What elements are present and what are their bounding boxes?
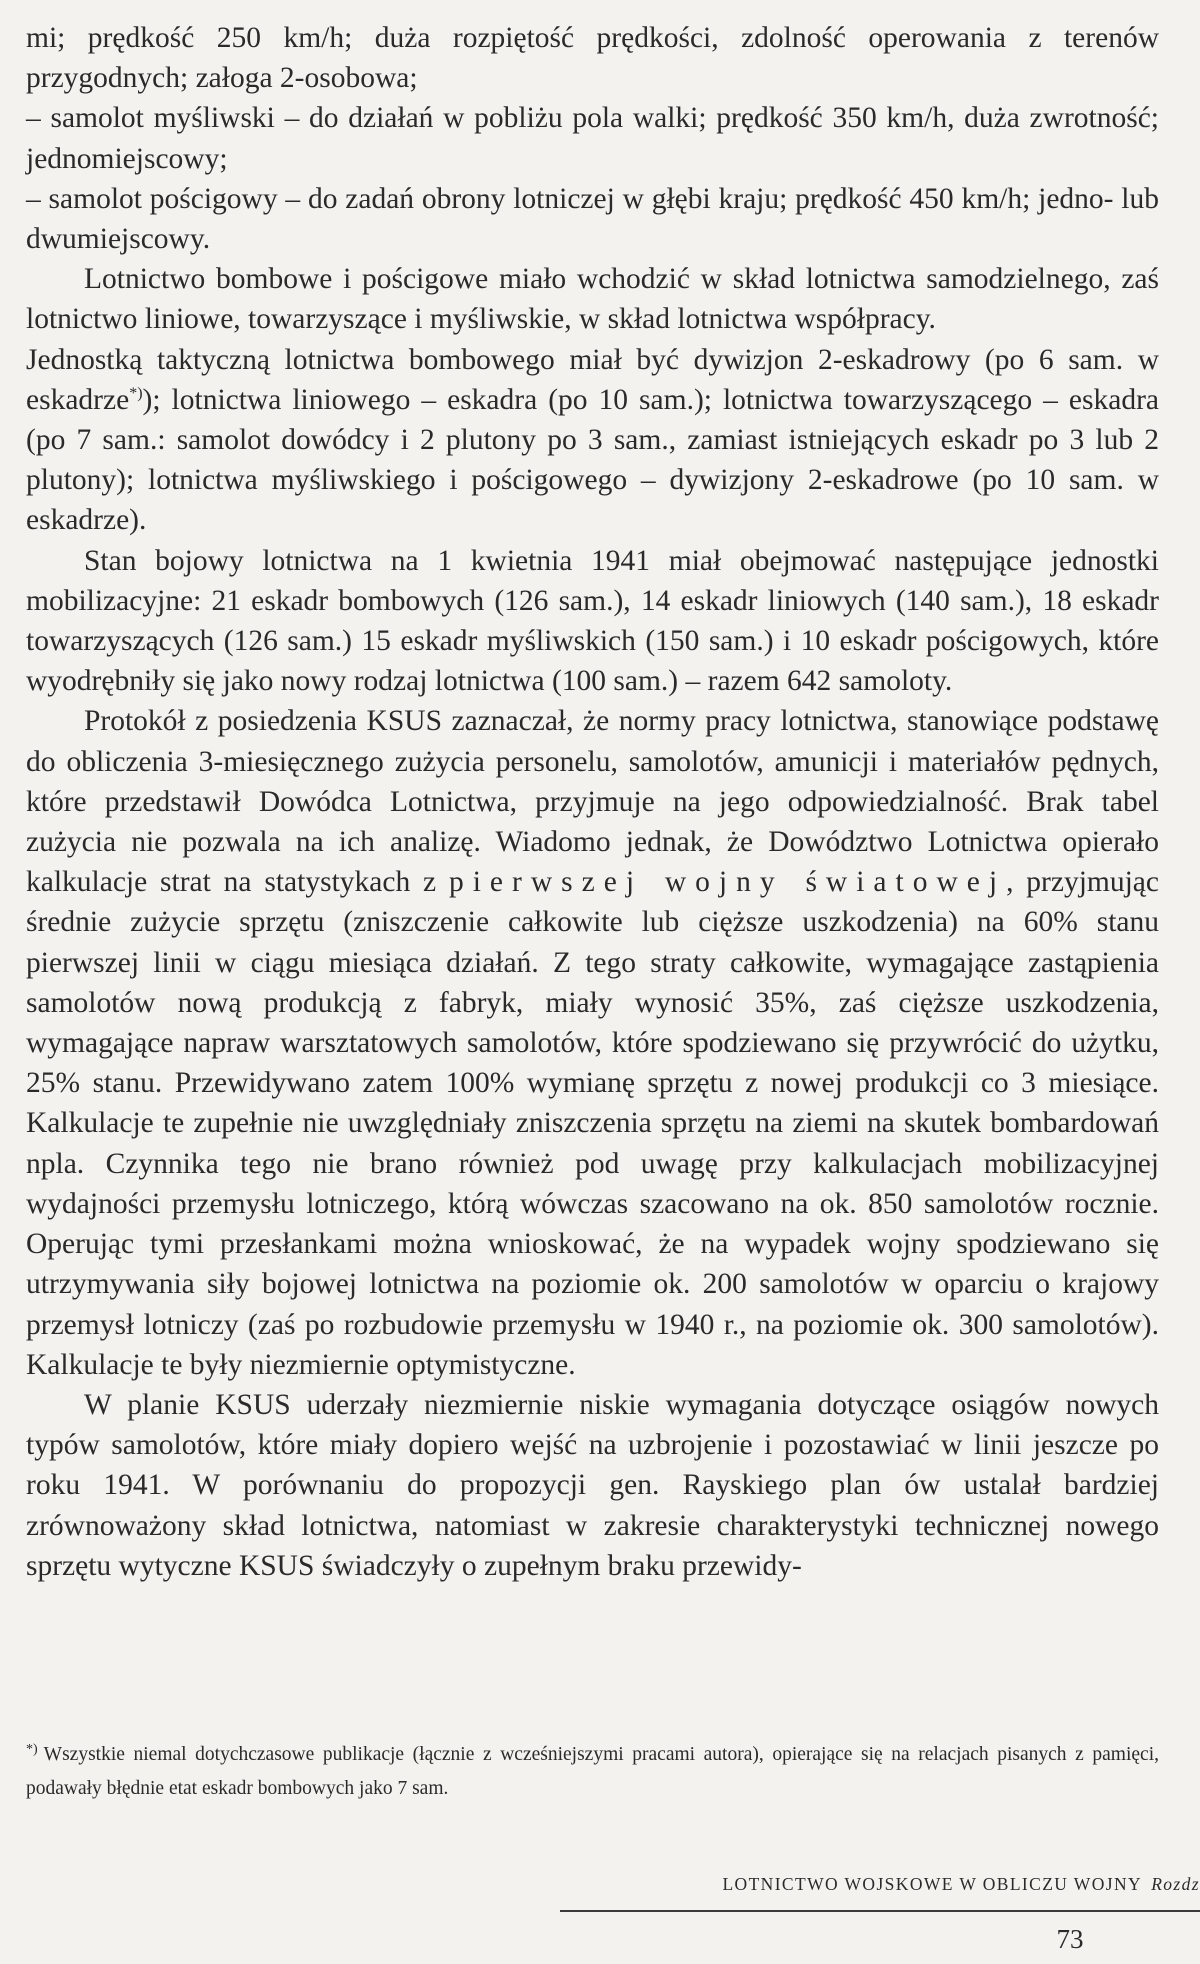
paragraph-text: , przyjmując średnie zużycie sprzętu (zniszczenie całkowite lub cięższe uszkodzenia) na 60% stanu pierwszej linii w ciągu miesiąca działań. Z tego straty całkowite, wymagające zastąpienia samolotów nową produkcją z fabryk, miały wynosić 35%, zaś cięższe uszkodzenia, wymagające napraw warsztatowych samolotów, które spodziewano się przywrócić do użytku, 25% stanu. Przewidywano zatem 100% wymianę sprzętu z nowej produkcji co 3 miesiące. Kalkulacje te zupełnie nie uwzględniały zniszczenia sprzętu na ziemi na skutek bombardowań npla. Czynnika tego nie brano również pod uwagę przy kalkulacjach mobilizacyjnej wydajności przemysłu lotniczego, którą wówczas szacowano na ok. 850 samolotów rocznie. Operując tymi przesłankami można wnioskować, że na wypadek wojny spodziewano się utrzymywania siły bojowej lotnictwa na poziomie ok. 200 samolotów w oparciu o krajowy przemysł lotniczy (zaś po rozbudowie przemysłu w 1940 r., na poziomie ok. 300 samolotów). Kalkulacje te były niezmiernie optymistyczne. <box>26 866 1159 1381</box>
footnote-reference: *) <box>129 385 143 402</box>
paragraph-tactical-units <box>26 340 1159 541</box>
paragraph-continuation: mi; prędkość 250 km/h; duża rozpiętość prędkości, zdolność operowania z terenów przygodnych; załoga 2-osobowa; <box>26 22 1159 95</box>
paragraph-ksus-plan: W planie KSUS uderzały niezmiernie niskie wymagania dotyczące osiągów nowych typów samolotów, które miały dopiero wejść na uzbrojenie i pozostawiać w linii jeszcze po roku 1941. W porównaniu do propozycji gen. Rayskiego plan ów ustalał bardziej zrównoważony skład lotnictwa, natomiast w zakresie charakterystyki technicznej nowego sprzętu wytyczne KSUS świadczyły o zupełnym braku przewidy- <box>26 1388 1159 1582</box>
footnote <box>26 1738 1159 1806</box>
paragraph-ksus-protocol <box>26 701 1159 1384</box>
footnote-mark: *) <box>26 1741 38 1757</box>
paragraph-text: ); lotnictwa liniowego – eskadra (po 10 sam.); lotnictwa towarzyszącego – eskadra (po 7 sam.: samolot dowódcy i 2 plutony po 3 sam., zamiast istniejących eskadr po 3 lub 2 plutony); lotnictwa myśliwskiego i pościgowego – dywizjony 2-eskadrowe (po 10 sam. w eskadrze). <box>26 383 1159 537</box>
paragraph-combat-strength: Stan bojowy lotnictwa na 1 kwietnia 1941 miał obejmować następujące jednostki mobilizacyjne: 21 eskadr bombowych (126 sam.), 14 eskadr liniowych (140 sam.), 18 eskadr towarzyszących (126 sam.) 15 eskadr myśliwskich (150 sam.) i 10 eskadr pościgowych, które wyodrębniły się jako nowy rodzaj lotnictwa (100 sam.) – razem 642 samoloty. <box>26 544 1159 698</box>
main-text <box>26 18 1159 1586</box>
running-header <box>560 1874 1200 1912</box>
paragraph-text: Jednostką taktyczną lotnictwa bombowego miał być dywizjon 2-eskadrowy (po 6 sam. w eskadrze <box>26 343 1159 416</box>
list-item-pursuit: – samolot pościgowy – do zadań obrony lotniczej w głębi kraju; prędkość 450 km/h; jedno- lub dwumiejscowy. <box>26 182 1159 256</box>
paragraph-text: Protokół z posiedzenia KSUS zaznaczał, że normy pracy lotnictwa, stanowiące podstawę do obliczenia 3-miesięcznego zużycia personelu, samolotów, amunicji i materiałów pędnych, które przedstawił Dowódca Lotnictwa, przyjmuje na jego odpowiedzialność. Brak tabel zużycia nie pozwala na ich analizę. Wiadomo jednak, że Dowództwo Lotnictwa opierało kalkulacje strat na statystykach z <box>26 705 1159 899</box>
list-item-fighter: – samolot myśliwski – do działań w pobliżu pola walki; prędkość 350 km/h, duża zwrotność; jednomiejscowy; <box>26 102 1159 175</box>
paragraph-aviation-composition: Lotnictwo bombowe i pościgowe miało wchodzić w skład lotnictwa samodzielnego, zaś lotnictwo liniowe, towarzyszące i myśliwskie, w skład lotnictwa współpracy. <box>26 263 1159 336</box>
footnote-text: Wszystkie niemal dotychczasowe publikacje (łącznie z wcześniejszymi pracami autora), opierające się na relacjach pisanych z pamięci, podawały błędnie etat eskadr bombowych jako 7 sam. <box>26 1744 1159 1799</box>
emphasized-text: pierwszej wojny światowej <box>448 866 1007 899</box>
running-header-chapter: Rozdz <box>1151 1874 1200 1894</box>
running-header-title: LOTNICTWO WOJSKOWE W OBLICZU WOJNY <box>722 1874 1142 1894</box>
page-number: 73 <box>1056 1924 1084 1954</box>
